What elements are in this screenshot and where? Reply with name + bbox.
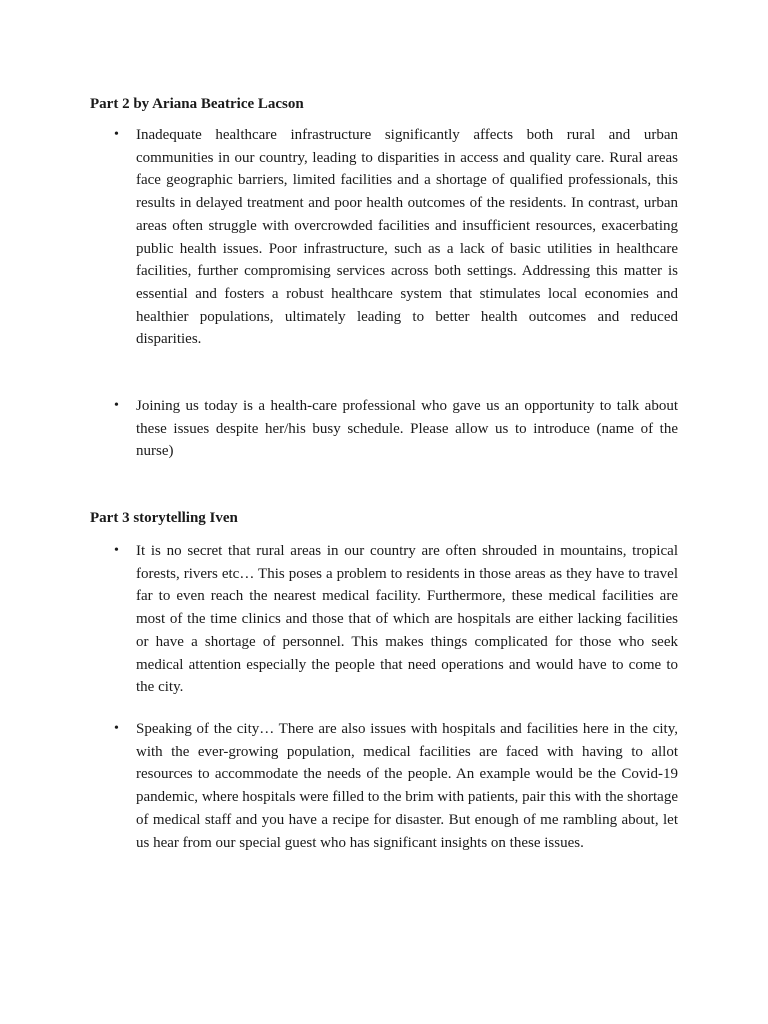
bullet-point: • xyxy=(114,398,119,413)
part3-bullet-1-text: It is no secret that rural areas in our country are often shrouded in mountains, tropical forests, rivers etc… This poses a problem to residents in those areas as they have to travel far to even reach the nearest medical facility. Furthermore, these medical facilities are most of the time clinics and those that of which are hospitals are either lacking facilities or have a shortage of personnel. This makes things complicated for those who seek medical attention especially the people that need operations and would have to come to the city. xyxy=(136,543,678,696)
bullet-point: • xyxy=(114,127,119,142)
part3-heading: Part 3 storytelling Iven xyxy=(90,510,238,526)
part3-bullet-2 xyxy=(114,718,678,854)
bullet-point: • xyxy=(114,721,119,736)
part2-bullet-1 xyxy=(114,124,678,351)
part2-bullet-1-text: Inadequate healthcare infrastructure significantly affects both rural and urban communities in our country, leading to disparities in access and quality care. Rural areas face geographic barriers, limited facilities and a shortage of qualified professionals, this results in delayed treatment and poor health outcomes of the residents. In contrast, urban areas often struggle with overcrowded facilities and insufficient resources, exacerbating public health issues. Poor infrastructure, such as a lack of basic utilities in healthcare facilities, further compromising services across both settings. Addressing this matter is essential and fosters a robust healthcare system that stimulates local economies and healthier populations, ultimately leading to better health outcomes and reduced disparities. xyxy=(136,127,678,348)
bullet-point: • xyxy=(114,543,119,558)
part3-bullet-2-text: Speaking of the city… There are also issues with hospitals and facilities here in the city, with the ever-growing population, medical facilities are faced with having to allot resources to accommodate the needs of the people. An example would be the Covid-19 pandemic, where hospitals were filled to the brim with patients, pair this with the shortage of medical staff and you have a recipe for disaster. But enough of me rambling about, let us hear from our special guest who has significant insights on these issues. xyxy=(136,721,678,851)
part2-bullet-2-text: Joining us today is a health-care professional who gave us an opportunity to talk about these issues despite her/his busy schedule. Please allow us to introduce (name of the nurse) xyxy=(136,398,678,460)
part3-bullet-1 xyxy=(114,540,678,699)
part2-heading: Part 2 by Ariana Beatrice Lacson xyxy=(90,96,304,112)
part2-bullet-2 xyxy=(114,395,678,463)
